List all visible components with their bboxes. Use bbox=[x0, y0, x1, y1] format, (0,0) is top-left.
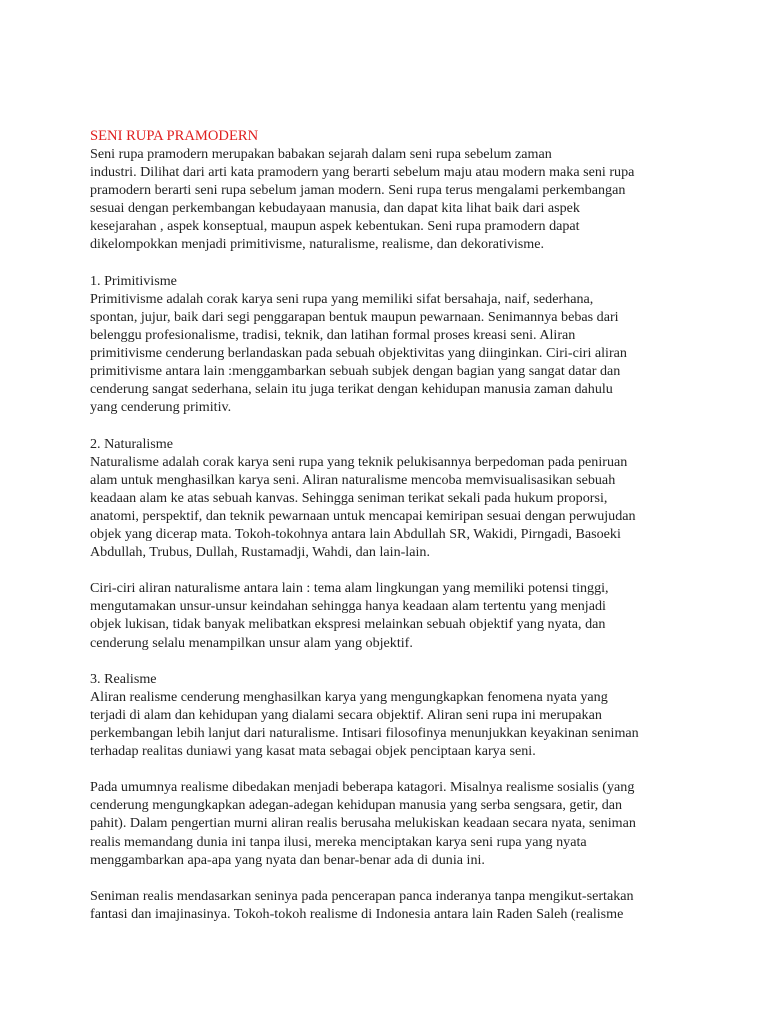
text-line: industri. Dilihat dari arti kata pramodern yang berarti sebelum maju atau modern maka seni rupa bbox=[90, 164, 635, 181]
text-line: cenderung mengungkapkan adegan-adegan kehidupan manusia yang serba sengsara, getir, dan bbox=[90, 797, 623, 814]
section-paragraph bbox=[90, 778, 708, 868]
text-line: Seniman realis mendasarkan seninya pada pencerapan panca inderanya tanpa mengikut-sertakan bbox=[90, 887, 634, 904]
section-naturalisme bbox=[90, 435, 708, 652]
section-paragraph bbox=[90, 290, 708, 417]
section-heading: 2. Naturalisme bbox=[90, 435, 173, 452]
text-line: spontan, jujur, baik dari segi penggarapan bentuk maupun pewarnaan. Senimannya bebas dari bbox=[90, 308, 619, 325]
text-line: objek yang dicerap mata. Tokoh-tokohnya antara lain Abdullah SR, Wakidi, Pirngadi, Basoeki bbox=[90, 525, 621, 542]
text-line: primitivisme antara lain :menggambarkan sebuah subjek dengan bagian yang sangat datar dan bbox=[90, 363, 621, 380]
text-line: menggambarkan apa-apa yang nyata dan benar-benar ada di dunia ini. bbox=[90, 851, 485, 868]
intro-paragraph bbox=[90, 145, 708, 254]
paragraph-gap bbox=[90, 561, 708, 579]
text-line: objek lukisan, tidak banyak melibatkan ekspresi melainkan sebuah objektif yang nyata, dan bbox=[90, 616, 606, 633]
section-paragraph bbox=[90, 688, 708, 760]
text-line: fantasi dan imajinasinya. Tokoh-tokoh realisme di Indonesia antara lain Raden Saleh (realisme bbox=[90, 905, 624, 922]
text-line: kesejarahan , aspek konseptual, maupun aspek kebentukan. Seni rupa pramodern dapat bbox=[90, 218, 580, 235]
text-line: realis memandang dunia ini tanpa ilusi, mereka menciptakan karya seni rupa yang nyata bbox=[90, 833, 587, 850]
section-heading: 3. Realisme bbox=[90, 670, 157, 687]
text-line: alam untuk menghasilkan karya seni. Aliran naturalisme mencoba memvisualisasikan sebuah bbox=[90, 471, 616, 488]
text-line: cenderung sangat sederhana, selain itu juga terikat dengan kehidupan manusia zaman dahulu bbox=[90, 381, 613, 398]
paragraph-gap bbox=[90, 760, 708, 778]
text-line: keadaan alam ke atas sebuah kanvas. Sehingga seniman terikat sekali pada hukum proporsi, bbox=[90, 489, 608, 506]
section-primitivisme bbox=[90, 272, 708, 417]
text-line: perkembangan lebih lanjut dari naturalisme. Intisari filosofinya menunjukkan keyakinan seniman bbox=[90, 725, 639, 741]
text-line: pahit). Dalam pengertian murni aliran realis berusaha melukiskan keadaan secara nyata, seniman bbox=[90, 815, 636, 832]
text-line: Abdullah, Trubus, Dullah, Rustamadji, Wahdi, dan lain-lain. bbox=[90, 544, 430, 561]
text-line: terjadi di alam dan kehidupan yang dialami secara objektif. Aliran seni rupa ini merupakan bbox=[90, 706, 602, 723]
text-line: Naturalisme adalah corak karya seni rupa yang teknik pelukisannya berpedoman pada peniruan bbox=[90, 453, 628, 470]
text-line: yang cenderung primitiv. bbox=[90, 399, 232, 416]
text-line: sesuai dengan perkembangan kebudayaan manusia, dan dapat kita lihat baik dari aspek bbox=[90, 200, 580, 217]
text-line: Aliran realisme cenderung menghasilkan karya yang mengungkapkan fenomena nyata yang bbox=[90, 688, 608, 705]
text-line: mengutamakan unsur-unsur keindahan sehingga hanya keadaan alam tertentu yang menjadi bbox=[90, 598, 606, 615]
text-line: dikelompokkan menjadi primitivisme, naturalisme, realisme, dan dekorativisme. bbox=[90, 236, 545, 253]
paragraph-gap bbox=[90, 416, 708, 434]
text-line: Primitivisme adalah corak karya seni rupa yang memiliki sifat bersahaja, naif, sederhana, bbox=[90, 290, 594, 307]
section-paragraph bbox=[90, 453, 708, 562]
text-line: Seni rupa pramodern merupakan babakan sejarah dalam seni rupa sebelum zaman bbox=[90, 146, 552, 162]
text-line: belenggu profesionalisme, tradisi, teknik, dan latihan formal proses kreasi seni. Aliran bbox=[90, 326, 576, 343]
paragraph-gap bbox=[90, 652, 708, 670]
paragraph-gap bbox=[90, 869, 708, 887]
text-line: cenderung selalu menampilkan unsur alam yang objektif. bbox=[90, 634, 413, 651]
section-realisme bbox=[90, 670, 708, 923]
text-line: Pada umumnya realisme dibedakan menjadi beberapa katagori. Misalnya realisme sosialis (yang bbox=[90, 779, 635, 796]
document-title: SENI RUPA PRAMODERN bbox=[90, 128, 259, 144]
section-paragraph bbox=[90, 579, 708, 651]
text-line: primitivisme cenderung berlandaskan pada sebuah objektivitas yang diinginkan. Ciri-ciri aliran bbox=[90, 345, 627, 362]
text-line: Ciri-ciri aliran naturalisme antara lain : tema alam lingkungan yang memiliki potensi tinggi, bbox=[90, 580, 609, 597]
text-line: anatomi, perspektif, dan teknik pewarnaan untuk mencapai kemiripan sesuai dengan perwujudan bbox=[90, 507, 636, 524]
section-paragraph bbox=[90, 887, 708, 923]
paragraph-gap bbox=[90, 254, 708, 272]
text-line: pramodern berarti seni rupa sebelum jaman modern. Seni rupa terus mengalami perkembangan bbox=[90, 182, 626, 199]
text-line: terhadap realitas duniawi yang kasat mata sebagai objek penciptaan karya seni. bbox=[90, 743, 536, 760]
section-heading: 1. Primitivisme bbox=[90, 272, 177, 289]
